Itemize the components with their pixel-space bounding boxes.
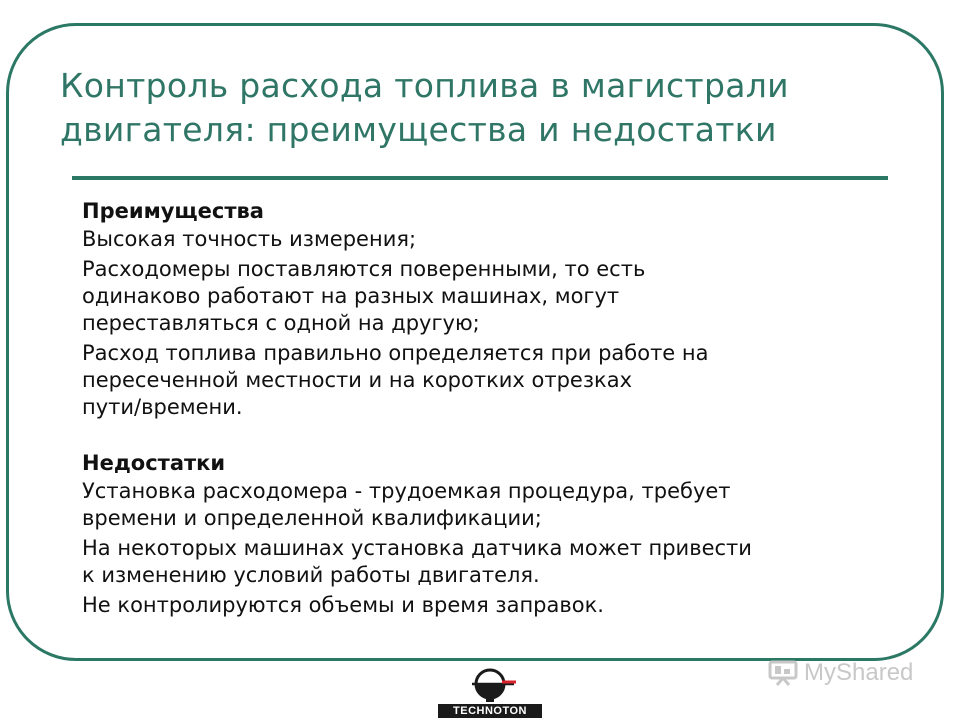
disadvantage-item-2 [82, 535, 912, 589]
title-divider [72, 176, 888, 180]
disadvantage-item-3 [82, 592, 912, 619]
disadvantage-item-2-line-1: На некоторых машинах установка датчика может привести [82, 536, 752, 560]
technoton-wordmark: TECHNOTON [438, 704, 542, 718]
advantage-item-3-line-3: пути/времени. [82, 395, 243, 419]
advantage-item-3 [82, 340, 912, 421]
section-spacer [82, 424, 912, 449]
advantage-item-3-line-2: пересеченной местности и на коротких отрезках [82, 368, 632, 392]
disadvantage-item-2-line-2: к изменению условий работы двигателя. [82, 563, 540, 587]
slide-body [82, 197, 912, 622]
presentation-board-icon [768, 660, 798, 686]
advantage-item-3-line-1: Расход топлива правильно определяется при работе на [82, 341, 709, 365]
technoton-emblem-icon [438, 666, 542, 704]
advantages-heading: Преимущества [82, 199, 264, 223]
advantage-item-1 [82, 226, 912, 253]
disadvantage-item-1-line-2: времени и определенной квалификации; [82, 506, 542, 530]
disadvantages-heading: Недостатки [82, 451, 226, 475]
disadvantage-item-1-line-1: Установка расходомера - трудоемкая процедура, требует [82, 479, 731, 503]
technoton-logo [438, 666, 548, 720]
advantage-item-1-line-1: Высокая точность измерения; [82, 227, 417, 251]
slide-title-line-1: Контроль расхода топлива в магистрали [60, 66, 789, 105]
slide-title-line-2: двигателя: преимущества и недостатки [60, 110, 777, 149]
advantage-item-2-line-2: одинаково работают на разных машинах, могут [82, 284, 620, 308]
myshared-watermark [768, 656, 928, 690]
advantage-item-2-line-1: Расходомеры поставляются поверенными, то есть [82, 257, 646, 281]
watermark-text: MyShared [804, 659, 914, 686]
disadvantage-item-1 [82, 478, 912, 532]
slide-title [60, 64, 900, 152]
disadvantage-item-3-line-1: Не контролируются объемы и время заправок. [82, 593, 604, 617]
advantage-item-2 [82, 256, 912, 337]
advantage-item-2-line-3: переставляться с одной на другую; [82, 311, 480, 335]
